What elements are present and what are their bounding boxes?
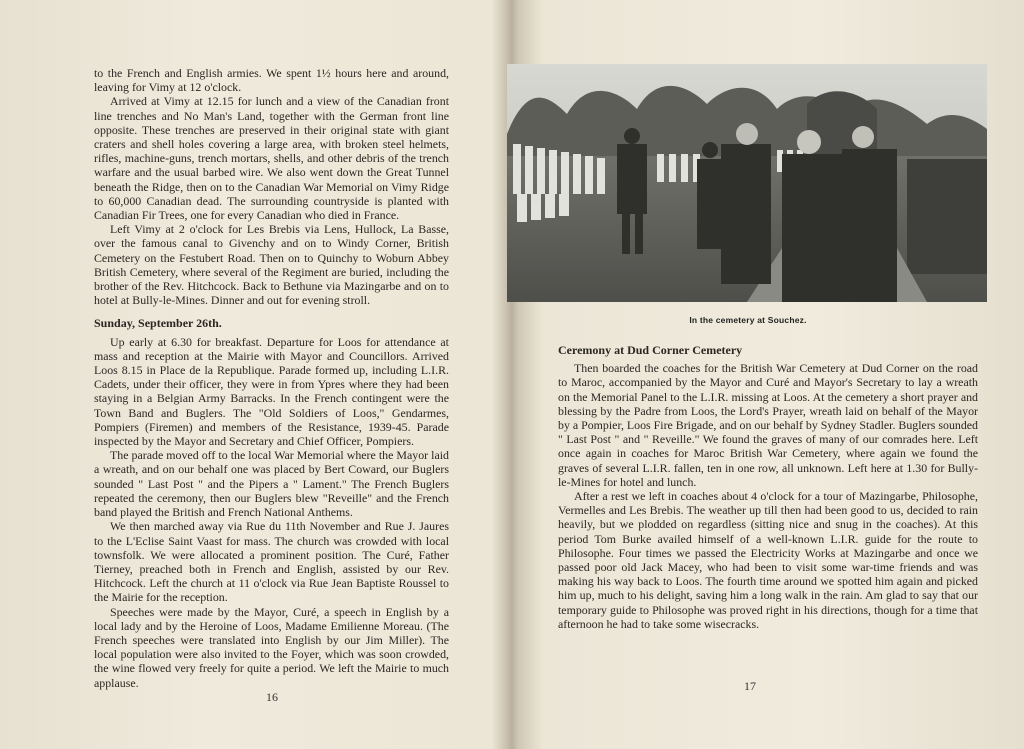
paragraph: The parade moved off to the local War Memorial where the Mayor laid a wreath, and on our behalf one was placed by Bert Coward, our Buglers sounded " Last Post " and the Pipers a " Lament." The French Buglers repeated the ceremony, then our Buglers blew "Reveille" and the French band played the British and French National Anthems. bbox=[94, 448, 449, 520]
paragraph: Arrived at Vimy at 12.15 for lunch and a view of the Canadian front line trenches and No Man's Land, together with the German front line opposite. These trenches are preserved in their original state with giant craters and shell holes covering a large area, with broken steel helmets, rifles, machine-guns, trench mortars, shells, and other debris of the trench warfare and the usual barbed wire. We also went down the Great Tunnel beneath the Ridge, then on to the Canadian War Memorial on Vimy Ridge to 60,000 Canadian dead. The surrounding countryside is planted with Canadian Fir Trees, one for every Canadian who died in France. bbox=[94, 94, 449, 223]
page-number: 17 bbox=[744, 679, 756, 693]
section-heading: Ceremony at Dud Corner Cemetery bbox=[558, 343, 743, 357]
paragraph: Speeches were made by the Mayor, Curé, a speech in English by a local lady and by the Heroine of Loos, Madame Emilienne Moreau. (The French speeches were translated into English by our Jim Miller). The local population were also invited to the Foyer, which was soon crowded, the wine flowed very freely for quite a period. We left the Mairie to much applause. bbox=[94, 604, 449, 690]
section-heading: Sunday, September 26th. bbox=[94, 316, 222, 331]
photo-caption: In the cemetery at Souchez. bbox=[689, 315, 807, 325]
left-page bbox=[0, 0, 506, 749]
paragraph: We then marched away via Rue du 11th November and Rue J. Jaures to the L'Eclise Saint Vaast for mass. The church was crowded with local townsfolk. We were allocated a prominent position. The Curé, Father Tierney, preached both in French and English, assisted by our Rev. Hitchcock. Left the church at 11 o'clock via Rue Jean Baptiste Roussel to the Mairie for the reception. bbox=[94, 519, 449, 605]
paragraph: to the French and English armies. We spent 1½ hours here and around, leaving for Vimy at 12 o'clock. bbox=[94, 66, 449, 95]
paragraph: After a rest we left in coaches about 4 o'clock for a tour of Mazingarbe, Philosophe, Vermelles and Les Brebis. The weather up till then had been good to us, decided to rain heavily, but we plodded on regardless (sitting nice and snug in the coaches). At this period Tom Burke availed himself of a well-known L.I.R. guide for the route to Philosophe. Four times we passed the Electricity Works at Mazingarbe and once we passed poor old Jack Macey, who had been to visit some war-time friends and was making his way back to Loos. The fourth time around we spotted him again and picked him up, much to his delight, saving him a long walk in the rain. Am glad to say that our temporary guide to Philosophe was proved right in his directions, though for a time that afternoon he had to take some wisecracks. bbox=[558, 489, 978, 631]
right-page-text bbox=[558, 334, 978, 631]
paragraph: Left Vimy at 2 o'clock for Les Brebis via Lens, Hullock, La Basse, over the famous canal to Givenchy and on to Windy Corner, British Cemetery on the Festubert Road. Then on to Quinchy to Woburn Abbey British Cemetery, where several of the Regiment are buried, including the brother of the Rev. Hitchcock. Back to Bethune via Mazingarbe and on to hotel at Bully-le-Mines. Dinner and out for evening stroll. bbox=[94, 222, 449, 308]
page-number: 16 bbox=[266, 690, 278, 704]
paragraph: Then boarded the coaches for the British War Cemetery at Dud Corner on the road to Maroc, accompanied by the Mayor and Curé and Mayor's Secretary to lay a wreath on the Memorial Panel to the L.I.R. missing at Loos. At the cemetery a short prayer and blessing by the Padre from Loos, the Lord's Prayer, wreath laid on behalf of the Mayor by a Pompier, Loos Fire Brigade, and on our behalf by Sydney Stadler. Buglers sounded " Last Post " and " Reveille." We found the graves of many of our comrades here. Left once again in coaches for Maroc British War Cemetery, where again we found the graves of several L.I.R. fallen, ten in one row, all unknown. Left here at 1.30 for Bully-le-Mines for hotel and lunch. bbox=[558, 361, 978, 489]
cemetery-photo bbox=[507, 64, 987, 302]
paragraph: Up early at 6.30 for breakfast. Departure for Loos for attendance at mass and reception at the Mairie with Mayor and Councillors. Arrived Loos 8.15 in Place de la Republique. Parade formed up, including L.I.R. Cadets, under their officer, they were in from Ypres where they had been staying in a Belgian Army Barracks. In the French contingent were the Town Band and Buglers. The "Old Soldiers of Loos," Gendarmes, Pompiers (Firemen) and members of the Resistance, 1939-45. Parade inspected by the Mayor and Secretary and Chief Officer, Pompiers. bbox=[94, 334, 449, 449]
left-page-text bbox=[94, 66, 449, 690]
right-page bbox=[508, 0, 1024, 749]
